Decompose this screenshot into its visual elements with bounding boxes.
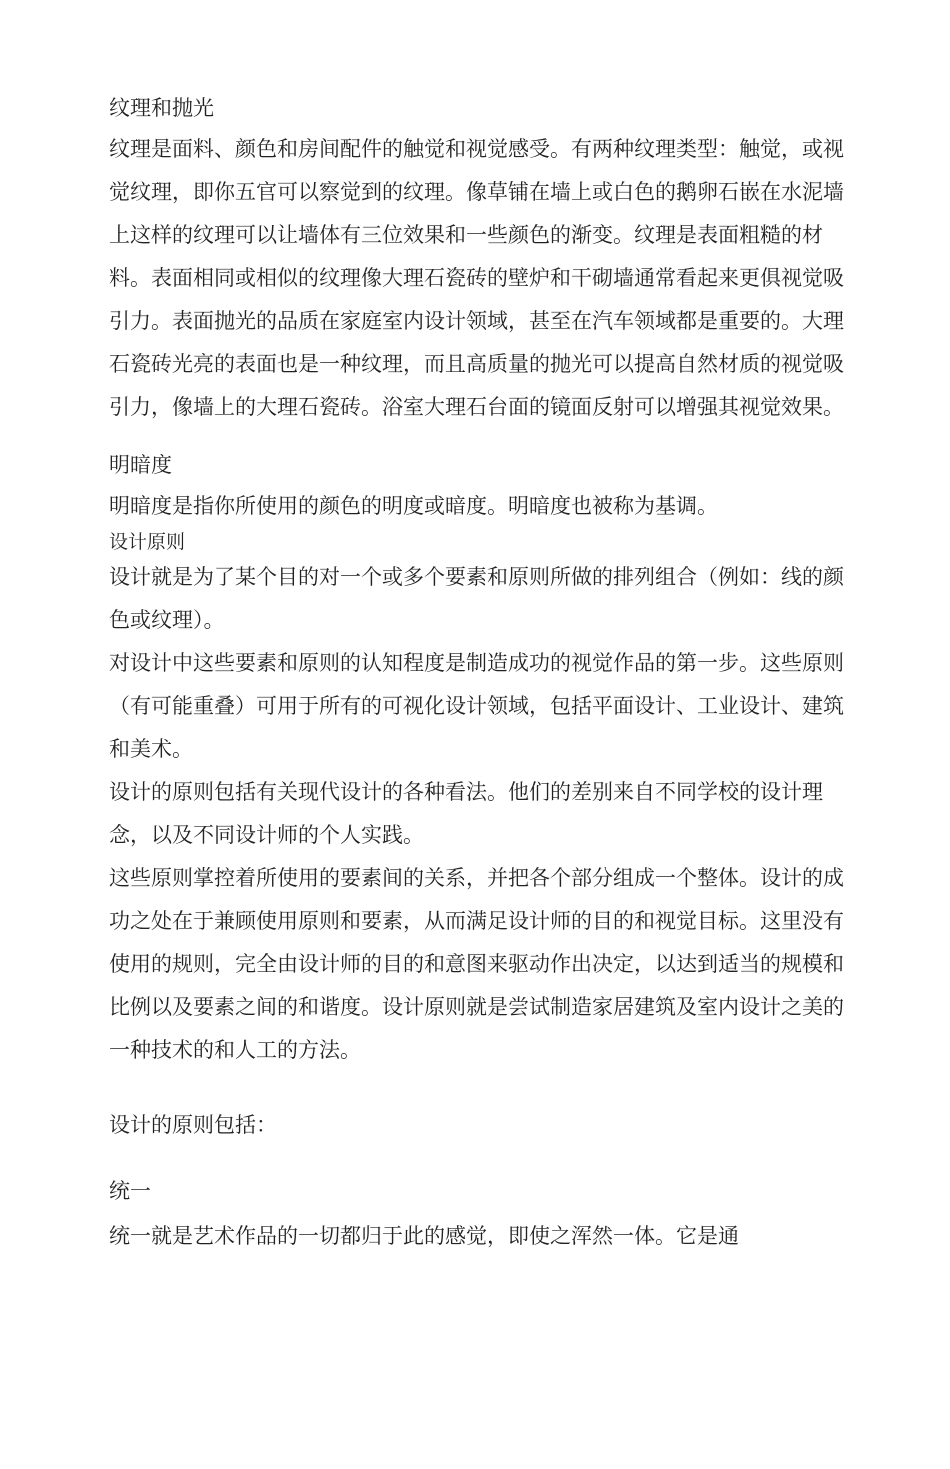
document-page <box>109 90 844 1258</box>
paragraph-principles-2: 对设计中这些要素和原则的认知程度是制造成功的视觉作品的第一步。这些原则（有可能重叠）可用于所有的可视化设计领域，包括平面设计、工业设计、建筑和美术。 <box>109 651 844 761</box>
paragraph-principles-4: 这些原则掌控着所使用的要素间的关系，并把各个部分组成一个整体。设计的成功之处在于兼顾使用原则和要素，从而满足设计师的目的和视觉目标。这里没有使用的规则，完全由设计师的目的和意图来驱动作出决定，以达到适当的规模和比例以及要素之间的和谐度。设计原则就是尝试制造家居建筑及室内设计之美的一种技术的和人工的方法。 <box>109 866 844 1062</box>
paragraph-principles-3: 设计的原则包括有关现代设计的各种看法。他们的差别来自不同学校的设计理念，以及不同设计师的个人实践。 <box>109 780 823 847</box>
paragraph-value: 明暗度是指你所使用的颜色的明度或暗度。明暗度也被称为基调。 <box>109 494 718 518</box>
section-heading-value: 明暗度 <box>109 453 172 477</box>
paragraph-texture: 纹理是面料、颜色和房间配件的触觉和视觉感受。有两种纹理类型：触觉，或视觉纹理，即你五官可以察觉到的纹理。像草铺在墙上或白色的鹅卵石嵌在水泥墙上这样的纹理可以让墙体有三位效果和一些颜色的渐变。纹理是表面粗糙的材料。表面相同或相似的纹理像大理石瓷砖的壁炉和干砌墙通常看起来更俱视觉吸引力。表面抛光的品质在家庭室内设计领域，甚至在汽车领域都是重要的。大理石瓷砖光亮的表面也是一种纹理，而且高质量的抛光可以提高自然材质的视觉吸引力，像墙上的大理石瓷砖。浴室大理石台面的镜面反射可以增强其视觉效果。 <box>109 137 844 419</box>
section-heading-texture: 纹理和抛光 <box>109 96 214 120</box>
paragraph-unity: 统一就是艺术作品的一切都归于此的感觉，即使之浑然一体。它是通 <box>109 1224 739 1248</box>
paragraph-principles-1: 设计就是为了某个目的对一个或多个要素和原则所做的排列组合（例如：线的颜色或纹理）。 <box>109 565 844 632</box>
section-heading-principles: 设计原则 <box>109 531 186 553</box>
principles-includes-label: 设计的原则包括： <box>109 1113 277 1137</box>
section-heading-unity: 统一 <box>109 1179 151 1203</box>
